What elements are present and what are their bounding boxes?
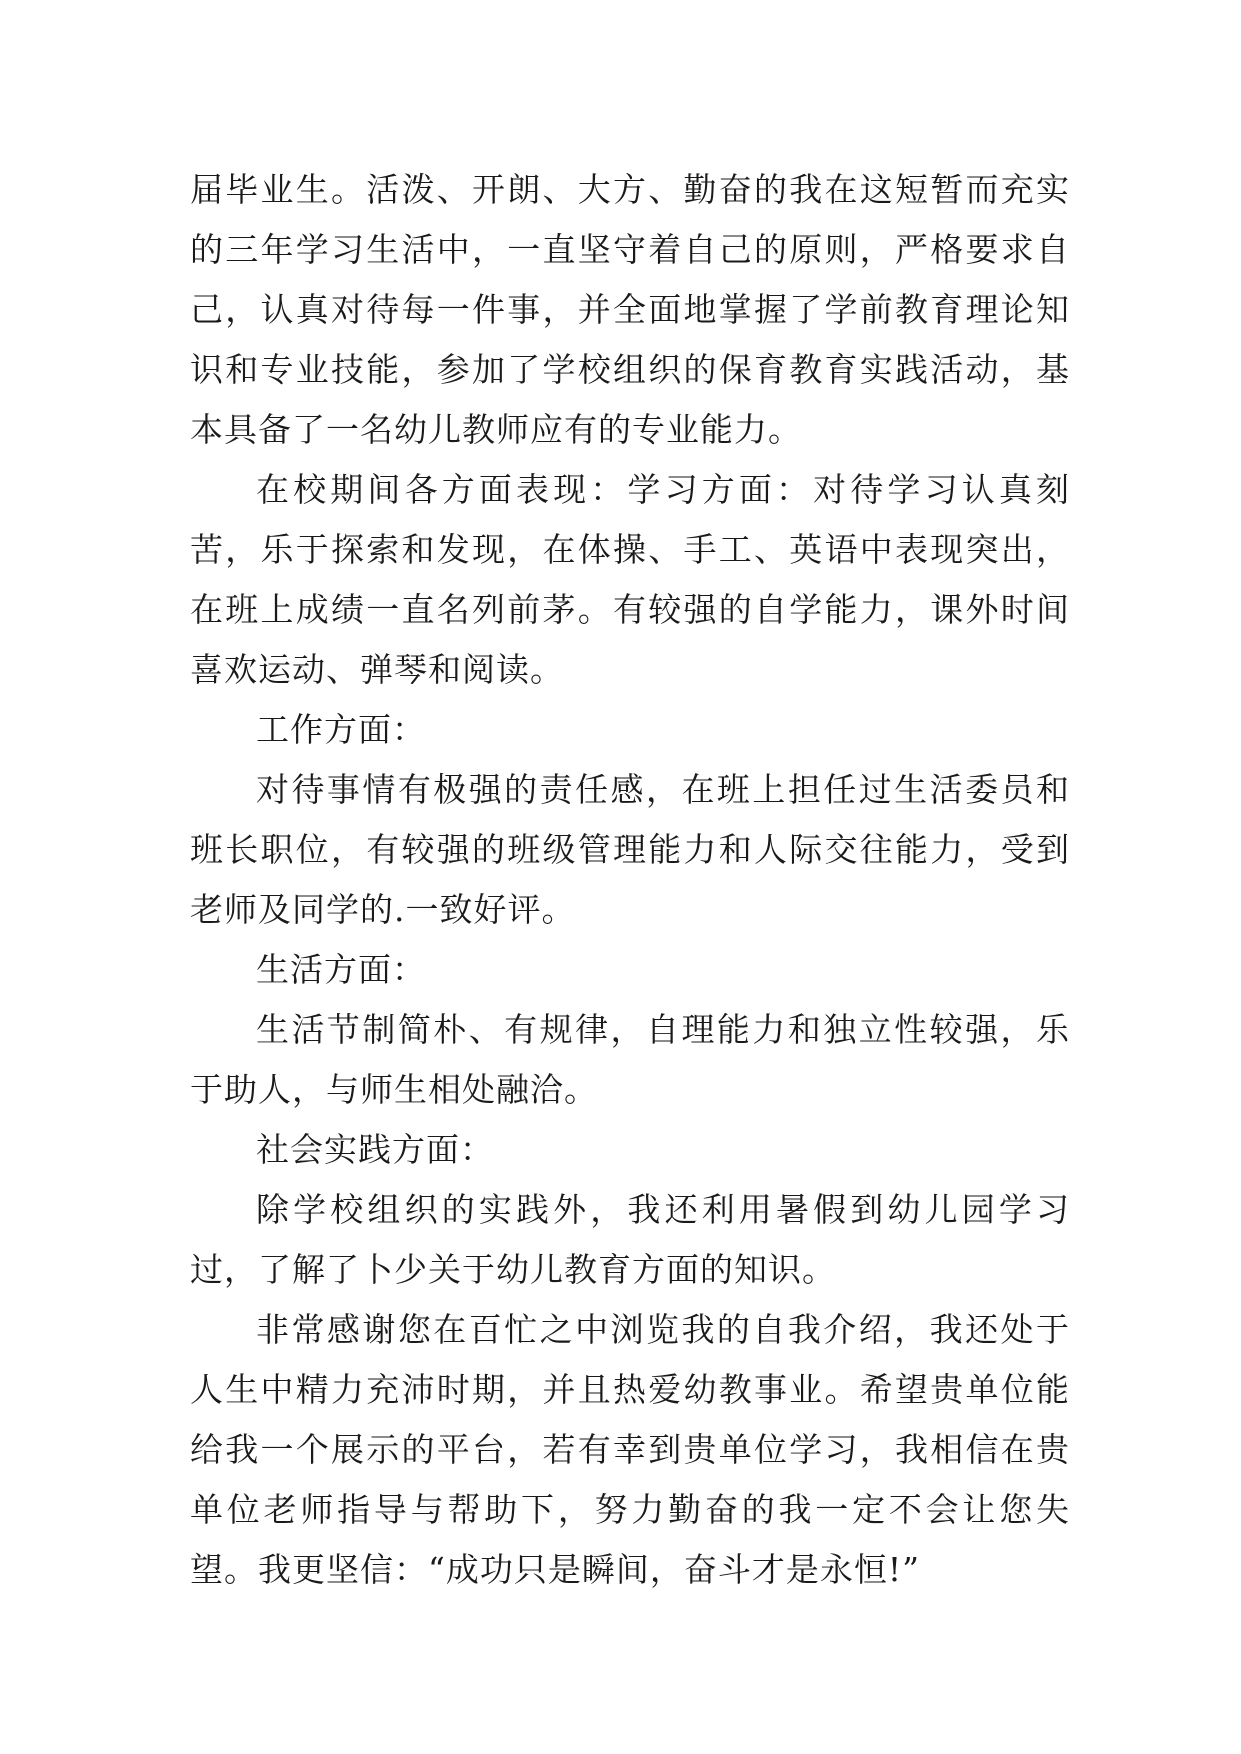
paragraph-school-performance: 在校期间各方面表现：学习方面：对待学习认真刻苦，乐于探索和发现，在体操、手工、英语中表现突出，在班上成绩一直名列前茅。有较强的自学能力，课外时间喜欢运动、弹琴和阅读。 [190,470,1070,689]
heading-work: 工作方面： [256,710,426,749]
document-body [190,160,1070,1600]
paragraph-life: 生活节制简朴、有规律，自理能力和独立性较强，乐于助人，与师生相处融洽。 [190,1010,1070,1109]
paragraph-social-practice: 除学校组织的实践外，我还利用暑假到幼儿园学习过，了解了卜少关于幼儿教育方面的知识。 [190,1190,1070,1289]
paragraph-intro: 届毕业生。活泼、开朗、大方、勤奋的我在这短暂而充实的三年学习生活中，一直坚守着自己的原则，严格要求自己，认真对待每一件事，并全面地掌握了学前教育理论知识和专业技能，参加了学校组织的保育教育实践活动，基本具备了一名幼儿教师应有的专业能力。 [190,170,1070,449]
heading-social-practice: 社会实践方面： [256,1130,494,1169]
paragraph-closing: 非常感谢您在百忙之中浏览我的自我介绍，我还处于人生中精力充沛时期，并且热爱幼教事业。希望贵单位能给我一个展示的平台，若有幸到贵单位学习，我相信在贵单位老师指导与帮助下，努力勤奋的我一定不会让您失望。我更坚信：“成功只是瞬间，奋斗才是永恒!” [190,1310,1070,1589]
paragraph-work: 对待事情有极强的责任感，在班上担任过生活委员和班长职位，有较强的班级管理能力和人际交往能力，受到老师及同学的.一致好评。 [190,770,1070,929]
heading-life: 生活方面： [256,950,426,989]
